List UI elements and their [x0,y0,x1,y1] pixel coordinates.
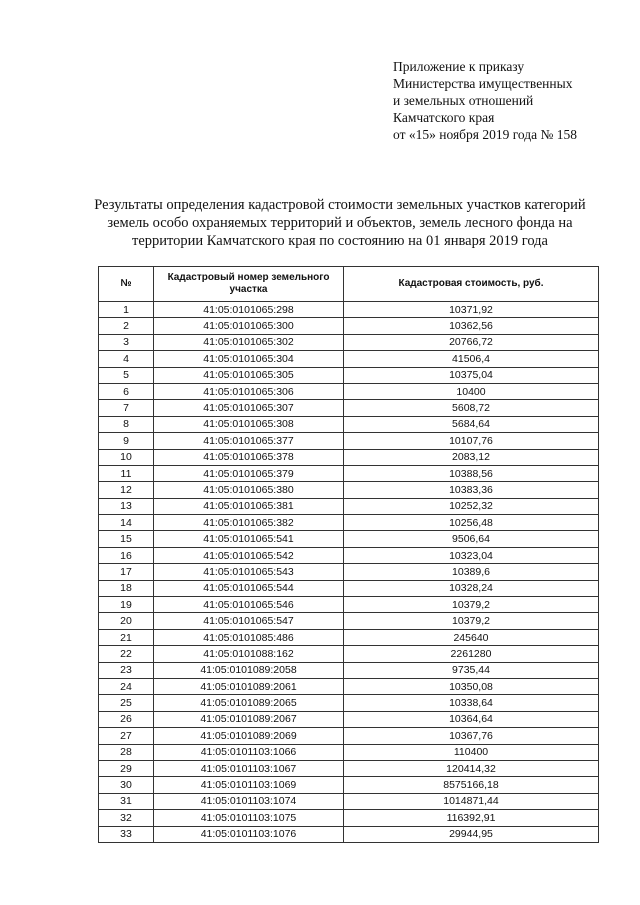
row-number-cell: 19 [99,597,154,613]
cadastral-number-cell: 41:05:0101065:543 [154,564,344,580]
table-row [99,400,599,416]
row-number-cell: 31 [99,793,154,809]
cadastral-number-cell: 41:05:0101065:378 [154,449,344,465]
cadastral-value-cell: 245640 [344,629,599,645]
cadastral-number-cell: 41:05:0101089:2069 [154,728,344,744]
cadastral-number-cell: 41:05:0101065:377 [154,433,344,449]
header-line: и земельных отношений [393,93,534,108]
table-row [99,416,599,432]
cadastral-number-cell: 41:05:0101065:379 [154,465,344,481]
row-number-cell: 18 [99,580,154,596]
cadastral-value-cell: 5608,72 [344,400,599,416]
cadastral-value-cell: 2083,12 [344,449,599,465]
cadastral-number-cell: 41:05:0101103:1074 [154,793,344,809]
row-number-cell: 8 [99,416,154,432]
cadastral-value-cell: 10338,64 [344,695,599,711]
table-row [99,711,599,727]
row-number-cell: 23 [99,662,154,678]
cadastral-value-cell: 2261280 [344,646,599,662]
cadastral-number-cell: 41:05:0101103:1066 [154,744,344,760]
cadastral-value-cell: 10400 [344,383,599,399]
table-row [99,564,599,580]
table-row [99,826,599,842]
cadastral-value-cell: 10252,32 [344,498,599,514]
table-row [99,744,599,760]
row-number-cell: 3 [99,334,154,350]
row-number-cell: 33 [99,826,154,842]
cadastral-number-cell: 41:05:0101065:542 [154,547,344,563]
cadastral-number-cell: 41:05:0101065:547 [154,613,344,629]
table-row [99,498,599,514]
cadastral-value-cell: 10367,76 [344,728,599,744]
row-number-cell: 15 [99,531,154,547]
cadastral-value-table [98,266,599,843]
cadastral-number-cell: 41:05:0101065:380 [154,482,344,498]
table-row [99,728,599,744]
cadastral-value-cell: 1014871,44 [344,793,599,809]
cadastral-value-cell: 10375,04 [344,367,599,383]
cadastral-number-cell: 41:05:0101065:298 [154,302,344,318]
table-row [99,646,599,662]
table-row [99,597,599,613]
row-number-cell: 20 [99,613,154,629]
row-number-cell: 30 [99,777,154,793]
cadastral-value-cell: 5684,64 [344,416,599,432]
row-number-cell: 7 [99,400,154,416]
cadastral-number-cell: 41:05:0101065:306 [154,383,344,399]
row-number-cell: 29 [99,760,154,776]
cadastral-value-cell: 8575166,18 [344,777,599,793]
cadastral-number-cell: 41:05:0101065:382 [154,515,344,531]
table-row [99,810,599,826]
row-number-cell: 24 [99,678,154,694]
cadastral-value-cell: 9506,64 [344,531,599,547]
row-number-cell: 17 [99,564,154,580]
cadastral-number-cell: 41:05:0101065:302 [154,334,344,350]
cadastral-value-cell: 10379,2 [344,613,599,629]
table-row [99,662,599,678]
column-header-cadastral-value: Кадастровая стоимость, руб. [344,267,599,302]
row-number-cell: 6 [99,383,154,399]
header-line: Камчатского края [393,110,495,125]
table-body [99,302,599,843]
row-number-cell: 14 [99,515,154,531]
cadastral-value-cell: 10350,08 [344,678,599,694]
row-number-cell: 4 [99,351,154,367]
row-number-cell: 32 [99,810,154,826]
table-row [99,580,599,596]
table-row [99,351,599,367]
cadastral-number-cell: 41:05:0101089:2065 [154,695,344,711]
row-number-cell: 26 [99,711,154,727]
row-number-cell: 27 [99,728,154,744]
table-row [99,482,599,498]
title-line: земель особо охраняемых территорий и объектов, земель лесного фонда на [107,215,573,231]
cadastral-number-cell: 41:05:0101103:1075 [154,810,344,826]
table-row [99,695,599,711]
table-row [99,383,599,399]
table-row [99,678,599,694]
cadastral-number-cell: 41:05:0101065:304 [154,351,344,367]
cadastral-value-cell: 110400 [344,744,599,760]
row-number-cell: 1 [99,302,154,318]
cadastral-value-cell: 29944,95 [344,826,599,842]
cadastral-value-cell: 10364,64 [344,711,599,727]
row-number-cell: 16 [99,547,154,563]
cadastral-value-cell: 20766,72 [344,334,599,350]
cadastral-value-cell: 41506,4 [344,351,599,367]
cadastral-number-cell: 41:05:0101065:300 [154,318,344,334]
cadastral-value-cell: 10388,56 [344,465,599,481]
table-row [99,793,599,809]
cadastral-value-cell: 120414,32 [344,760,599,776]
cadastral-value-cell: 10383,36 [344,482,599,498]
cadastral-number-cell: 41:05:0101065:308 [154,416,344,432]
table-row [99,367,599,383]
row-number-cell: 5 [99,367,154,383]
table-row [99,547,599,563]
cadastral-number-cell: 41:05:0101089:2061 [154,678,344,694]
cadastral-value-cell: 10107,76 [344,433,599,449]
table-row [99,531,599,547]
cadastral-value-cell: 10323,04 [344,547,599,563]
row-number-cell: 12 [99,482,154,498]
row-number-cell: 2 [99,318,154,334]
table-row [99,629,599,645]
cadastral-number-cell: 41:05:0101065:546 [154,597,344,613]
cadastral-value-cell: 9735,44 [344,662,599,678]
cadastral-number-cell: 41:05:0101103:1067 [154,760,344,776]
cadastral-value-cell: 10256,48 [344,515,599,531]
cadastral-number-cell: 41:05:0101089:2067 [154,711,344,727]
cadastral-number-cell: 41:05:0101089:2058 [154,662,344,678]
header-line: Приложение к приказу [393,59,525,74]
title-line: Результаты определения кадастровой стоимости земельных участков категорий [94,197,586,213]
cadastral-value-cell: 10379,2 [344,597,599,613]
cadastral-number-cell: 41:05:0101065:305 [154,367,344,383]
row-number-cell: 11 [99,465,154,481]
cadastral-number-cell: 41:05:0101103:1069 [154,777,344,793]
document-title [60,196,620,250]
table-row [99,515,599,531]
table-row [99,318,599,334]
header-line: от «15» ноября 2019 года № 158 [393,127,578,142]
cadastral-number-cell: 41:05:0101065:381 [154,498,344,514]
cadastral-number-cell: 41:05:0101085:486 [154,629,344,645]
table-row [99,449,599,465]
header-line: Министерства имущественных [393,76,573,91]
table-row [99,465,599,481]
cadastral-number-cell: 41:05:0101103:1076 [154,826,344,842]
table-row [99,302,599,318]
cadastral-number-cell: 41:05:0101065:544 [154,580,344,596]
row-number-cell: 21 [99,629,154,645]
row-number-cell: 9 [99,433,154,449]
row-number-cell: 25 [99,695,154,711]
cadastral-value-cell: 10362,56 [344,318,599,334]
column-header-cadastral-number: Кадастровый номер земельного участка [154,267,344,302]
row-number-cell: 10 [99,449,154,465]
row-number-cell: 28 [99,744,154,760]
table-row [99,433,599,449]
table-row [99,760,599,776]
table-row [99,334,599,350]
column-header-number: № [99,267,154,302]
cadastral-number-cell: 41:05:0101065:541 [154,531,344,547]
cadastral-value-cell: 10328,24 [344,580,599,596]
table-row [99,777,599,793]
cadastral-value-cell: 10389,6 [344,564,599,580]
row-number-cell: 13 [99,498,154,514]
cadastral-value-cell: 116392,91 [344,810,599,826]
table-header-row [99,267,599,302]
cadastral-value-cell: 10371,92 [344,302,599,318]
table-row [99,613,599,629]
title-line: территории Камчатского края по состоянию на 01 января 2019 года [131,233,548,249]
cadastral-number-cell: 41:05:0101088:162 [154,646,344,662]
order-appendix-header [393,58,633,143]
cadastral-number-cell: 41:05:0101065:307 [154,400,344,416]
row-number-cell: 22 [99,646,154,662]
